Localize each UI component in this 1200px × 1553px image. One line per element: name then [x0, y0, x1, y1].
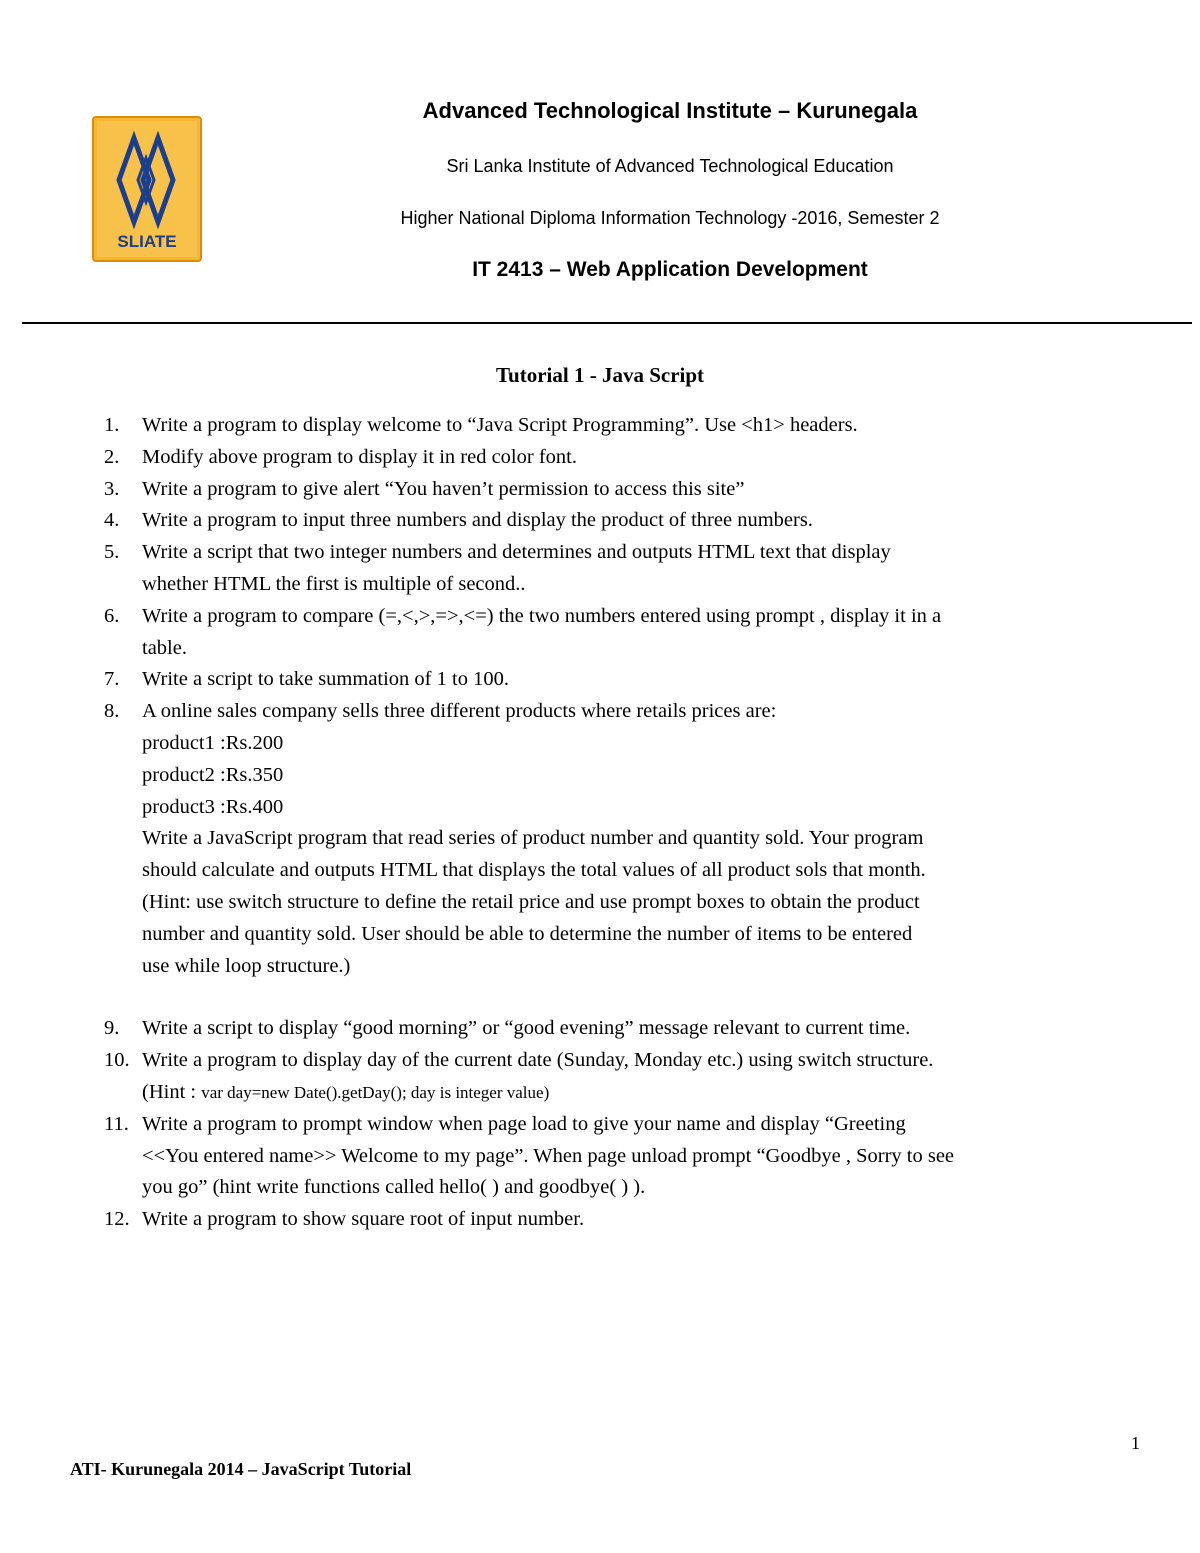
program-name: Higher National Diploma Information Technology -2016, Semester 2: [400, 208, 940, 228]
question-text: [142, 1109, 1134, 1204]
question-text: [142, 1204, 1134, 1236]
question-line: <<You entered name>> Welcome to my page”. When page unload prompt “Goodbye , Sorry to see: [142, 1144, 955, 1167]
hint-prefix: (Hint :: [142, 1080, 202, 1103]
question-item: [104, 537, 1134, 601]
price-line: product3 :Rs.400: [142, 795, 284, 818]
hint-code: var day=new Date().getDay(); day is integer value): [201, 1082, 550, 1102]
question-number: 9.: [104, 1017, 120, 1040]
question-line: Write a program to give alert “You haven’t permission to access this site”: [142, 477, 745, 500]
question-text: [142, 474, 1134, 506]
question-number: 6.: [104, 604, 120, 627]
question-text: [142, 664, 1134, 696]
question-line: use while loop structure.): [142, 954, 351, 977]
question-line: you go” (hint write functions called hello( ) and goodbye( ) ).: [142, 1176, 646, 1199]
question-item: [104, 505, 1134, 537]
question-text: [142, 442, 1134, 474]
question-text: [142, 696, 1134, 982]
question-item: [104, 601, 1134, 665]
question-line: Write a program to display day of the current date (Sunday, Monday etc.) using switch structure.: [142, 1049, 934, 1072]
price-line: product2 :Rs.350: [142, 763, 284, 786]
question-number: 5.: [104, 541, 120, 564]
question-line: table.: [142, 636, 187, 659]
question-item: [104, 1204, 1134, 1236]
question-line: Write a program to input three numbers and display the product of three numbers.: [142, 509, 813, 532]
question-number: 12.: [104, 1208, 130, 1231]
question-number: 10.: [104, 1049, 130, 1072]
question-line: whether HTML the first is multiple of second..: [142, 572, 526, 595]
question-item: [104, 664, 1134, 696]
question-line: A online sales company sells three different products where retails prices are:: [142, 700, 777, 723]
question-line: Write a script to take summation of 1 to 100.: [142, 668, 509, 691]
page-number: 1: [1131, 1433, 1140, 1453]
question-line: Write a program to prompt window when page load to give your name and display “Greeting: [142, 1112, 906, 1135]
question-line: Write a script that two integer numbers and determines and outputs HTML text that display: [142, 541, 891, 564]
question-item: [104, 1045, 1134, 1109]
question-number: 2.: [104, 445, 120, 468]
header-divider: [22, 322, 1192, 324]
question-item: [104, 1013, 1134, 1045]
question-number: 11.: [104, 1112, 129, 1135]
question-number: 7.: [104, 668, 120, 691]
question-text: [142, 1045, 1134, 1109]
question-text: [142, 601, 1134, 665]
question-line: Write a script to display “good morning” or “good evening” message relevant to current time.: [142, 1017, 911, 1040]
question-line: Write a JavaScript program that read series of product number and quantity sold. Your program: [142, 827, 924, 850]
question-item: [104, 474, 1134, 506]
question-text: [142, 505, 1134, 537]
question-line: Write a program to display welcome to “Java Script Programming”. Use <h1> headers.: [142, 414, 858, 436]
question-text: [142, 410, 1134, 442]
question-number: 8.: [104, 700, 120, 723]
question-text: [142, 537, 1134, 601]
price-line: product1 :Rs.200: [142, 731, 284, 754]
question-text: [142, 1013, 1134, 1045]
organization-name: Sri Lanka Institute of Advanced Technological Education: [446, 156, 894, 176]
sliate-logo-graphic: [92, 116, 202, 262]
course-title: IT 2413 – Web Application Development: [472, 258, 868, 281]
tutorial-title: Tutorial 1 - Java Script: [495, 363, 705, 387]
question-item: [104, 442, 1134, 474]
logo-text: SLIATE: [117, 232, 177, 251]
question-item: [104, 696, 1134, 982]
institute-title: Advanced Technological Institute – Kurunegala: [422, 98, 918, 123]
question-line: should calculate and outputs HTML that displays the total values of all product sols that month.: [142, 859, 926, 882]
question-line: (Hint: use switch structure to define the retail price and use prompt boxes to obtain the product: [142, 890, 920, 913]
question-number: 4.: [104, 509, 120, 532]
question-line: number and quantity sold. User should be able to determine the number of items to be entered: [142, 922, 913, 945]
page-footer: ATI- Kurunegala 2014 – JavaScript Tutorial: [70, 1459, 412, 1479]
question-list: [104, 410, 1134, 1236]
question-line: Modify above program to display it in red color font.: [142, 445, 577, 468]
question-item: [104, 410, 1134, 442]
question-line: Write a program to compare (=,<,>,=>,<=) the two numbers entered using prompt , display it in a: [142, 604, 942, 627]
hint-line: [142, 1077, 1134, 1109]
question-number: 3.: [104, 477, 120, 500]
question-item: [104, 1109, 1134, 1204]
sliate-logo: [92, 116, 202, 262]
question-line: Write a program to show square root of input number.: [142, 1208, 585, 1231]
question-number: 1.: [104, 414, 120, 436]
